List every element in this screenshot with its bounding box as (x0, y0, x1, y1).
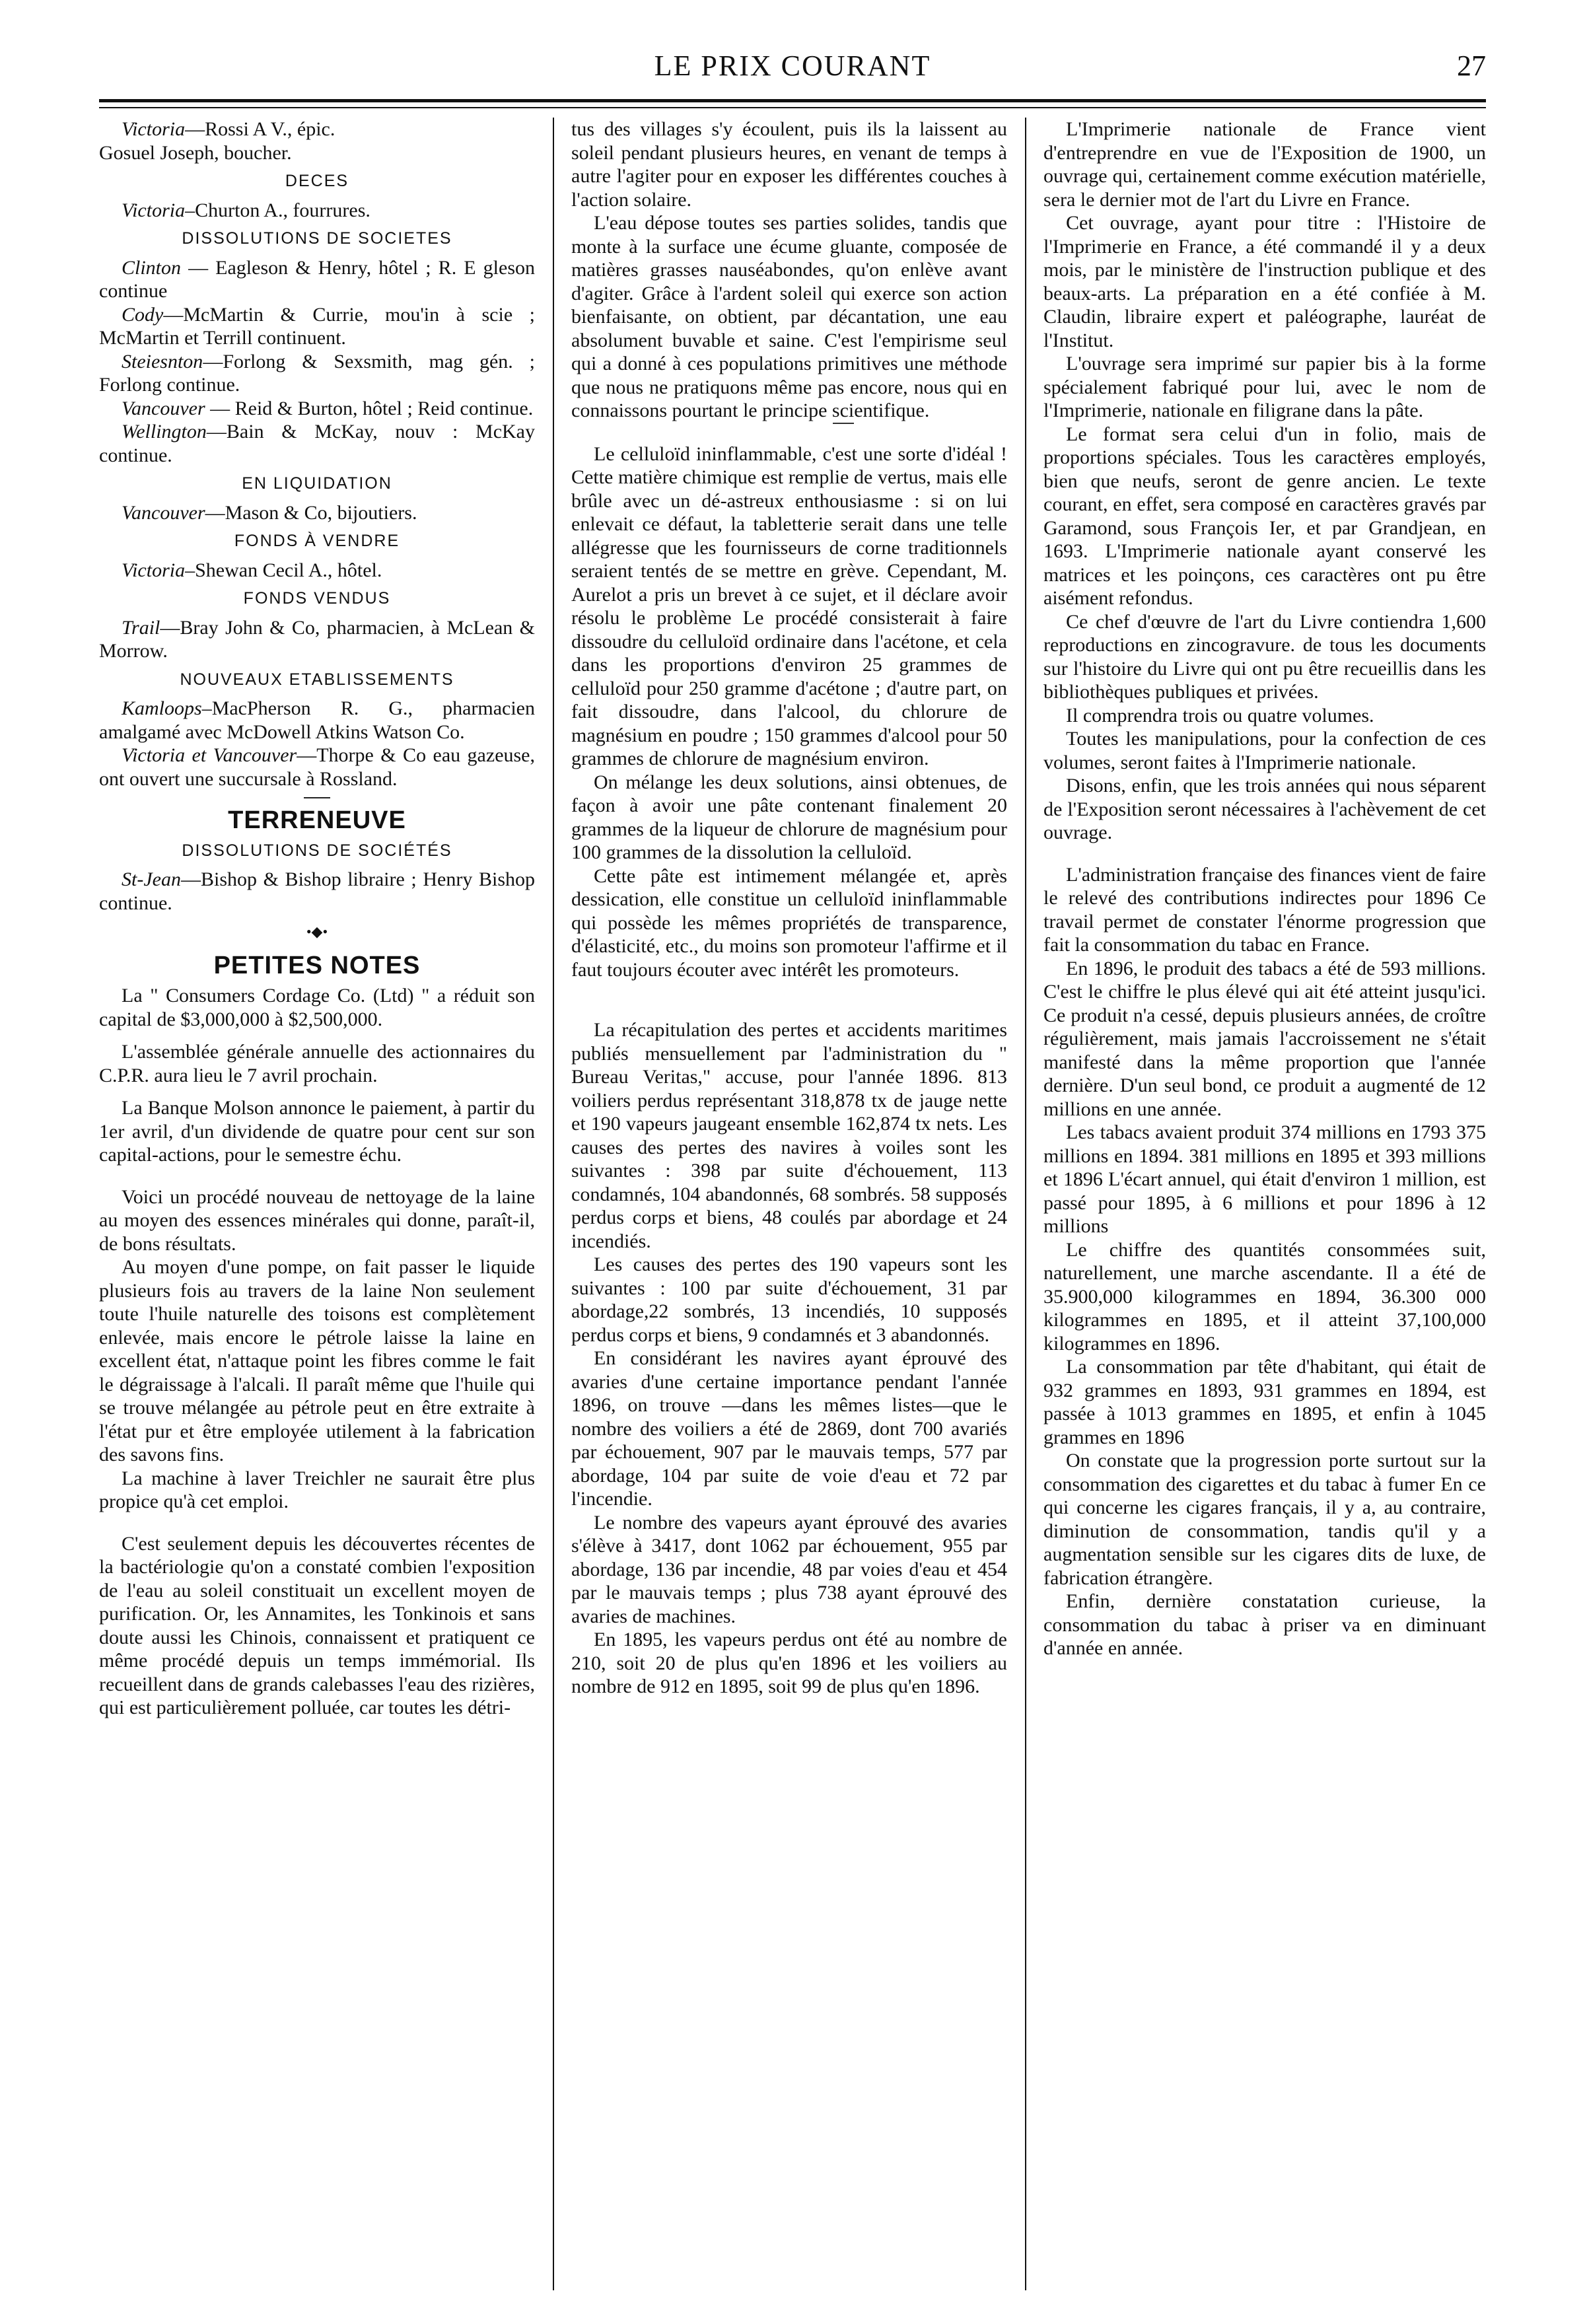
paragraph: Le nombre des vapeurs ayant éprouvé des avaries s'élève à 3417, dont 1062 par échouement, 955 par abordage, 136 par incendie, 48 par voies d'eau et 454 par le mauvais temps ; plus 738 ayant éprouvé des avaries de machines. (571, 1511, 1007, 1627)
subheading: DISSOLUTIONS DE SOCIÉTÉS (182, 841, 452, 860)
column-3 (1043, 118, 1486, 2290)
entry: Vancouver—Mason & Co, bijoutiers. (122, 501, 417, 524)
paragraph: Le celluloïd ininflammable, c'est une sorte d'idéal ! Cette matière chimique est remplie de vertus, mais elle brûle avec un dé-astreux enthousiasme : si on lui enlevait ce défaut, la tabletterie serait dans une telle allégresse que les fournisseurs de corne traditionnels seraient tentés de se mettre en grève. Cependant, M. Aurelot a pris un brevet à ce sujet, et il déclare avoir résolu le problème Le procédé consisterait à faire dissoudre du celluloïd ordinaire dans l'acétone, et cela dans les proportions d'environ 25 grammes de celluloïd pour 250 gramme d'acétone ; d'autre part, on fait dissoudre, dans l'alcool, du chlorure de magnésium en poudre ; 150 grammes d'alcool pour 50 grammes de chlorure de magnésium environ. (571, 442, 1007, 769)
paragraph: En considérant les navires ayant éprouvé des avaries d'une certaine importance pendant l'année 1896, on trouve —dans les mêmes listes—que le nombre des voiliers a été de 2869, dont 700 avariés par échouement, 907 par le mauvais temps, 577 par abordage, 104 par suite de voie d'eau et 72 par l'incendie. (571, 1347, 1007, 1510)
entry: Victoria–Shewan Cecil A., hôtel. (122, 559, 382, 581)
column-divider (553, 118, 554, 2290)
paragraph: L'Imprimerie nationale de France vient d'entreprendre en vue de l'Exposition de 1900, un ouvrage qui, certainement comme exécution matérielle, sera le dernier mot de l'art du Livre en France. (1043, 118, 1486, 211)
paragraph: La récapitulation des pertes et accidents maritimes publiés mensuellement par l'administration du " Bureau Veritas," accuse, pour l'année 1896. 813 voiliers perdus représentant 318,878 tx de jauge nette et 190 vapeurs jaugeant ensemble 162,874 tx nets. Les causes des pertes des navires à voiles sont les suivantes : 398 par suite d'échouement, 113 condamnés, 104 abandonnés, 68 sombrés. 58 supposés perdus corps et biens, 48 coulés par abordage et 24 incendiés. (571, 1019, 1007, 1252)
paragraph: Le chiffre des quantités consommées suit, naturellement, une marche ascendante. Il a été de 35.900,000 kilogrammes en 1894, 36.300 000 kilogrammes en 1895, et il atteint 37,100,000 kilogrammes en 1896. (1043, 1238, 1486, 1355)
paragraph: Cet ouvrage, ayant pour titre : l'Histoire de l'Imprimerie en France, a été commandé il y a deux mois, par le ministère de l'instruction publique et des beaux-arts. La préparation en a été confiée à M. Claudin, libraire expert et paléographe, lauréat de l'Institut. (1043, 212, 1486, 351)
paragraph: Toutes les manipulations, pour la confection de ces volumes, seront faites à l'Imprimerie nationale. (1043, 728, 1486, 773)
paragraph: Disons, enfin, que les trois années qui nous séparent de l'Exposition seront nécessaires à l'achèvement de cet ouvrage. (1043, 775, 1486, 843)
paragraph: Cette pâte est intimement mélangée et, après dessication, elle constitue un celluloïd ininflammable qui possède les mêmes propriétés de transparence, d'élasticité, etc., du moins son promoteur l'affirme et il faut toujours écouter avec intérêt les promoteurs. (571, 864, 1007, 981)
paragraph: En 1896, le produit des tabacs a été de 593 millions. C'est le chiffre le plus élevé qui ait été atteint jusqu'ici. Ce produit n'a cessé, depuis plusieurs années, de croître régulièrement, mais jamais l'accroissement ne s'était manifesté dans la même proportion que l'année dernière. D'un seul bond, ce produit a augmenté de 12 millions en une année. (1043, 957, 1486, 1120)
paragraph: Les tabacs avaient produit 374 millions en 1793 375 millions en 1894. 381 millions en 1895 et 393 millions et 1896 L'écart annuel, qui était d'environ 1 million, est passé pour 1895, à 6 millions et pour 1896 à 12 millions (1043, 1121, 1486, 1237)
subheading: FONDS VENDUS (243, 589, 391, 608)
paragraph: Il comprendra trois ou quatre volumes. (1066, 704, 1374, 726)
note: Voici un procédé nouveau de nettoyage de la laine au moyen des essences minérales qui donne, paraît-il, de bons résultats. (99, 1185, 535, 1255)
subheading: DISSOLUTIONS DE SOCIETES (182, 229, 452, 248)
page-number: 27 (1457, 50, 1486, 82)
entry: Wellington—Bain & McKay, nouv : McKay continue. (99, 421, 535, 466)
entry: Gosuel Joseph, boucher. (99, 141, 292, 164)
note: La " Consumers Cordage Co. (Ltd) " a réduit son capital de $3,000,000 à $2,500,000. (99, 985, 535, 1030)
header-rule (99, 99, 1486, 102)
running-title: LE PRIX COURANT (654, 50, 931, 82)
paragraph: On mélange les deux solutions, ainsi obtenues, de façon à avoir une pâte contenant finalement 20 grammes de la liqueur de chlorure de magnésium pour 100 grammes de la dissolution la celluloïd. (571, 771, 1007, 863)
page-header (99, 40, 1486, 99)
paragraph: L'ouvrage sera imprimé sur papier bis à la forme spécialement fabriqué pour lui, avec le nom de l'Imprimerie, nationale en filigrane dans la pâte. (1043, 353, 1486, 421)
ornament: •◆• (306, 923, 328, 940)
paragraph: En 1895, les vapeurs perdus ont été au nombre de 210, soit 20 de plus qu'en 1896 et les voiliers au nombre de 912 en 1895, soit 99 de plus qu'en 1896. (571, 1629, 1007, 1697)
entry: Trail—Bray John & Co, pharmacien, à McLean & Morrow. (99, 616, 535, 662)
entry: Cody—McMartin & Currie, mou'in à scie ; McMartin et Terrill continuent. (99, 303, 535, 349)
entry: Victoria—Rossi A V., épic. (122, 118, 335, 140)
paragraph: tus des villages s'y écoulent, puis ils la laissent au soleil pendant plusieurs heures, en venant de temps à autre l'agiter pour en exposer les différentes couches à l'action solaire. (571, 118, 1007, 211)
paragraph: L'eau dépose toutes ses parties solides, tandis que monte à la surface une écume gluante, composée de matières grasses nauséabondes, qu'on enlève avant d'agiter. Grâce à l'ardent soleil qui exerce son action bienfaisante, on obtient, par décantation, une eau absolument buvable et saine. C'est l'empirisme seul qui a donné à ces populations primitives une méthode que nous ne pratiquons même pas encore, nous qui en connaissons pourtant le principe scientifique. (571, 212, 1007, 421)
paragraph: Le format sera celui d'un in folio, mais de proportions spéciales. Tous les caractères employés, bien que neufs, seront de genre ancien. Le texte courant, en effet, sera composé en caractères gravés par Garamond, sous François Ier, et par Grandjean, en 1693. L'Imprimerie nationale ayant conservé les matrices et les poinçons, ces caractères ont pu être aisément refondus. (1043, 423, 1486, 609)
column-divider (1025, 118, 1026, 2290)
columns (99, 118, 1486, 2290)
entry: Steiesnton—Forlong & Sexsmith, mag gén. ; Forlong continue. (99, 350, 535, 396)
paragraph: L'administration française des finances vient de faire le relevé des contributions indirectes pour 1896 Ce travail permet de constater l'énorme progression que fait la consommation du tabac en France. (1043, 863, 1486, 956)
column-1 (99, 118, 535, 2290)
entry: Victoria et Vancouver—Thorpe & Co eau gazeuse, ont ouvert une succursale à Rossland. (99, 744, 535, 790)
entry: Victoria–Churton A., fourrures. (122, 199, 370, 221)
entries-top (99, 118, 535, 164)
paragraph: Les causes des pertes des 190 vapeurs sont les suivantes : 100 par suite d'échouement, 31 par abordage,22 sombrés, 13 incendiés, 10 supposés perdus corps et biens, 9 condamnés et 3 abandonnés. (571, 1253, 1007, 1346)
paragraph: La consommation par tête d'habitant, qui était de 932 grammes en 1893, 931 grammes en 1894, est passée à 1013 grammes en 1895, et enfin à 1045 grammes en 1896 (1043, 1356, 1486, 1448)
section-heading: TERRENEUVE (228, 806, 406, 834)
entry: Vancouver — Reid & Burton, hôtel ; Reid continue. (122, 397, 534, 419)
note: Au moyen d'une pompe, on fait passer le liquide plusieurs fois au travers de la laine Non seulement toute l'huile naturelle des toisons est complètement enlevée, mais encore le pétrole laisse la laine en excellent état, n'attaque point les fibres comme le fait le dégraissage à l'alcali. Il paraît même que l'huile qui se trouve mélangée au pétrole peut en être extraite à l'état pur et être employée utilement à la fabrication des savons fins. (99, 1256, 535, 1465)
separator (304, 797, 330, 798)
subheading: NOUVEAUX ETABLISSEMENTS (180, 670, 454, 689)
subheading: FONDS À VENDRE (234, 532, 400, 550)
section-heading: PETITES NOTES (213, 951, 421, 979)
note: L'assemblée générale annuelle des actionnaires du C.P.R. aura lieu le 7 avril prochain. (99, 1041, 535, 1086)
entry: Kamloops–MacPherson R. G., pharmacien amalgamé avec McDowell Atkins Watson Co. (99, 697, 535, 743)
column-2 (571, 118, 1007, 2290)
paragraph: Enfin, dernière constatation curieuse, la consommation du tabac à priser va en diminuant d'année en année. (1043, 1590, 1486, 1659)
entry: St-Jean—Bishop & Bishop libraire ; Henry Bishop continue. (99, 868, 535, 914)
paragraph: Ce chef d'œuvre de l'art du Livre contiendra 1,600 reproductions en zincogravure. de tous les documents sur l'histoire du Livre qui ont pu être recueillis dans les bibliothèques publiques et privées. (1043, 610, 1486, 703)
subheading: DECES (285, 172, 349, 190)
paragraph: On constate que la progression porte surtout sur la consommation des cigarettes et du tabac à fumer En ce qui concerne les cigares français, il y a, au contraire, diminution de consommation, tandis qu'il y a augmentation sensible sur les cigares dits de luxe, de fabrication étrangère. (1043, 1450, 1486, 1589)
note: La machine à laver Treichler ne saurait être plus propice qu'à cet emploi. (99, 1467, 535, 1512)
note: C'est seulement depuis les découvertes récentes de la bactériologie qu'on a constaté combien l'exposition de l'eau au soleil constituait un excellent moyen de purification. Or, les Annamites, les Tonkinois et sans doute aussi les Chinois, connaissent et pratiquent ce même procédé depuis un temps immémorial. Ils recueillent dans de grands calebasses l'eau des rizières, qui est particulièrement polluée, car toutes les détri- (99, 1532, 535, 1718)
entry: Clinton — Eagleson & Henry, hôtel ; R. E gleson continue (99, 256, 535, 302)
note: La Banque Molson annonce le paiement, à partir du 1er avril, d'un dividende de quatre pour cent sur son capital-actions, pour le semestre échu. (99, 1097, 535, 1166)
header-rule-thin (99, 107, 1486, 108)
subheading: EN LIQUIDATION (242, 474, 392, 493)
